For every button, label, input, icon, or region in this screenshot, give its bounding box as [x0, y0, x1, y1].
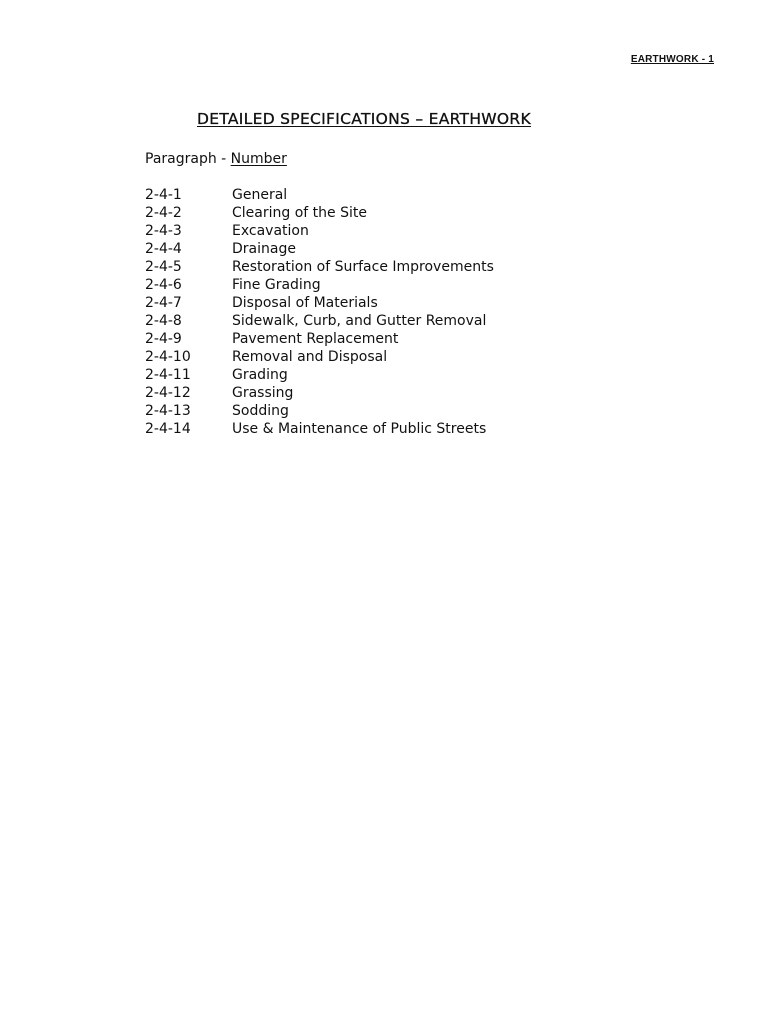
paragraph-title: Sodding [232, 403, 289, 419]
paragraph-title: Sidewalk, Curb, and Gutter Removal [232, 313, 487, 329]
paragraph-number: 2-4-11 [145, 367, 191, 383]
list-item [145, 384, 494, 402]
paragraph-number: 2-4-5 [145, 259, 182, 275]
document-title: DETAILED SPECIFICATIONS – EARTHWORK [197, 110, 531, 128]
paragraph-number: 2-4-9 [145, 331, 182, 347]
paragraph-title: Use & Maintenance of Public Streets [232, 421, 487, 437]
paragraph-title: General [232, 187, 288, 203]
paragraph-number: 2-4-12 [145, 385, 191, 401]
page-header-label: EARTHWORK - 1 [630, 54, 714, 65]
paragraph-title: Clearing of the Site [232, 205, 367, 221]
list-item [145, 348, 494, 366]
paragraph-number: 2-4-1 [145, 187, 182, 203]
paragraph-list [145, 186, 494, 438]
list-item [145, 420, 494, 438]
paragraph-title: Grading [232, 367, 288, 383]
list-item [145, 294, 494, 312]
paragraph-number: 2-4-8 [145, 313, 182, 329]
paragraph-number: 2-4-14 [145, 421, 191, 437]
paragraph-title: Grassing [232, 385, 294, 401]
paragraph-title: Disposal of Materials [232, 295, 378, 311]
list-item [145, 258, 494, 276]
paragraph-title: Fine Grading [232, 277, 321, 293]
list-item [145, 402, 494, 420]
list-item [145, 330, 494, 348]
paragraph-label: Paragraph - [145, 151, 231, 167]
list-item [145, 366, 494, 384]
paragraph-number: 2-4-2 [145, 205, 182, 221]
list-item [145, 222, 494, 240]
paragraph-number: 2-4-7 [145, 295, 182, 311]
paragraph-title: Removal and Disposal [232, 349, 388, 365]
column-heading [145, 150, 287, 168]
paragraph-number: 2-4-10 [145, 349, 191, 365]
paragraph-title: Drainage [232, 241, 296, 257]
paragraph-number: 2-4-6 [145, 277, 182, 293]
list-item [145, 312, 494, 330]
paragraph-title: Excavation [232, 223, 309, 239]
list-item [145, 204, 494, 222]
list-item [145, 276, 494, 294]
list-item [145, 240, 494, 258]
list-item [145, 186, 494, 204]
paragraph-title: Pavement Replacement [232, 331, 399, 347]
paragraph-title: Restoration of Surface Improvements [232, 259, 494, 275]
paragraph-number: 2-4-4 [145, 241, 182, 257]
paragraph-number: 2-4-3 [145, 223, 182, 239]
number-label: Number [230, 151, 287, 167]
paragraph-number: 2-4-13 [145, 403, 191, 419]
